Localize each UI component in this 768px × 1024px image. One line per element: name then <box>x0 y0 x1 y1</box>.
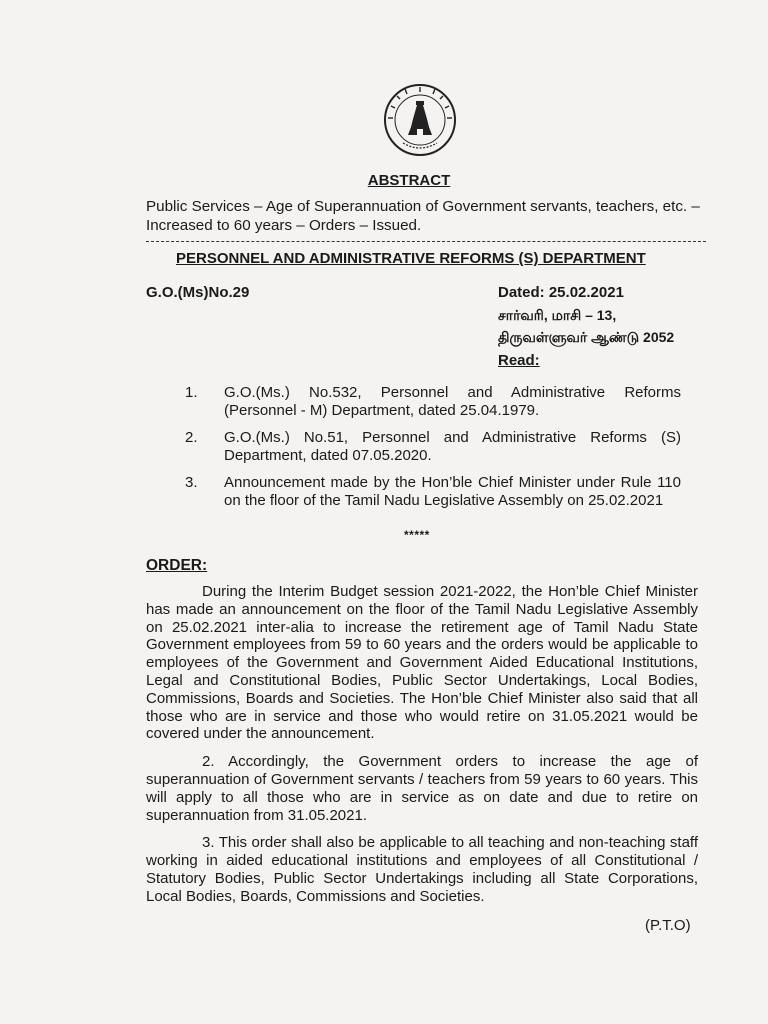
reference-number: 1. <box>185 384 198 401</box>
section-separator: ***** <box>404 528 430 542</box>
read-label: Read: <box>498 352 540 369</box>
reference-text: G.O.(Ms.) No.51, Personnel and Administrative Reforms (S) Department, dated 07.05.2020. <box>224 429 681 464</box>
reference-text: G.O.(Ms.) No.532, Personnel and Administrative Reforms (Personnel - M) Department, dated 25.04.1979. <box>224 384 681 419</box>
order-paragraph-3: 3. This order shall also be applicable to all teaching and non-teaching staff working in aided educational institutions and employees of all Constitutional / Statutory Bodies, Public Sector Undertakings including all State Corporations, Local Bodies, Boards, Commissions and Societies. <box>146 834 698 905</box>
reference-text: Announcement made by the Hon’ble Chief Minister under Rule 110 on the floor of the Tamil Nadu Legislative Assembly on 25.02.2021 <box>224 474 681 509</box>
tamil-date-line-2: திருவள்ளுவர் ஆண்டு 2052 <box>498 329 675 345</box>
order-paragraph-1: During the Interim Budget session 2021-2022, the Hon’ble Chief Minister has made an announcement on the floor of the Tamil Nadu Legislative Assembly on 25.02.2021 inter-alia to increase the retirement age of Tamil Nadu State Government employees from 59 to 60 years and the orders would be applicable to employees of the Government and Government Aided Educational Institutions, Legal and Constitutional Bodies, Public Sector Undertakings, Local Bodies, Commissions, Boards and Societies. The Hon’ble Chief Minister also said that all those who are in service and those who would retire on 31.05.2021 would be covered under the announcement. <box>146 583 698 743</box>
department-name: PERSONNEL AND ADMINISTRATIVE REFORMS (S) DEPARTMENT <box>176 250 646 267</box>
subject-line: Public Services – Age of Superannuation of Government servants, teachers, etc. – Increased to 60 years – Orders – Issued. <box>146 198 700 234</box>
please-turn-over: (P.T.O) <box>645 917 691 934</box>
reference-item <box>185 384 681 420</box>
state-emblem-icon <box>383 83 457 157</box>
tamil-date-line-1: சார்வரி, மாசி – 13, <box>498 307 617 323</box>
reference-number: 3. <box>185 474 198 491</box>
order-paragraph-2: 2. Accordingly, the Government orders to increase the age of superannuation of Government servants / teachers from 59 years to 60 years. This will apply to all those who are in service as on date and due to retire on superannuation from 31.05.2021. <box>146 753 698 824</box>
reference-item <box>185 474 681 510</box>
order-heading: ORDER: <box>146 557 208 574</box>
reference-item <box>185 429 681 465</box>
reference-number: 2. <box>185 429 198 446</box>
order-body <box>146 583 698 916</box>
references-list <box>185 384 681 519</box>
dated-line: Dated: 25.02.2021 <box>498 284 624 301</box>
abstract-title: ABSTRACT <box>367 172 451 189</box>
dashed-divider <box>146 241 706 242</box>
go-number: G.O.(Ms)No.29 <box>146 284 250 301</box>
